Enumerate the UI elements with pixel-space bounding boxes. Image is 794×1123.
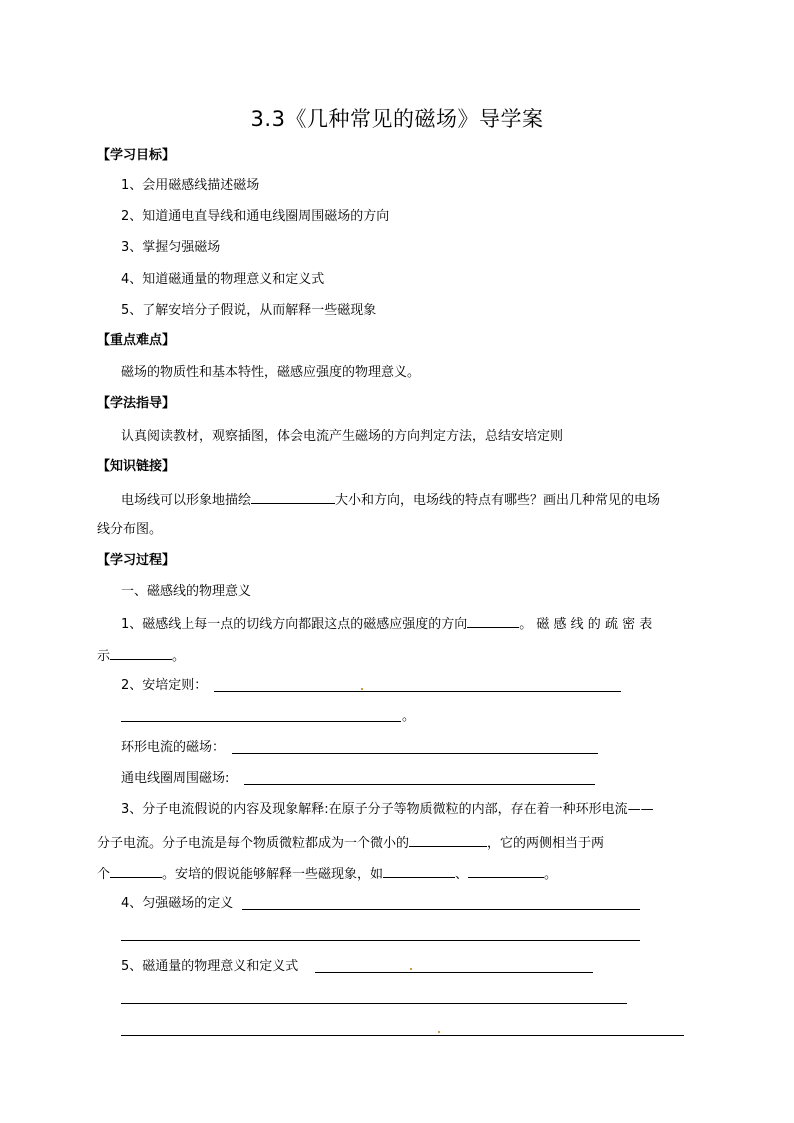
answer-line[interactable] [121, 1035, 684, 1036]
ring-label: 环形电流的磁场： [121, 740, 226, 755]
q3-text-c2: 。安培的假说能够解释一些磁现象，如 [162, 867, 384, 882]
link-line-2: 线分布图。 [97, 522, 163, 537]
q3-line-1: 3、分子电流假说的内容及现象解释:在原子分子等物质微粒的内部，存在着一种环形电流—— [121, 802, 654, 817]
q1-end: 。 [172, 649, 186, 664]
answer-line[interactable] [242, 909, 640, 910]
link-line-1 [121, 490, 660, 510]
speck [361, 688, 363, 690]
q5-label: 5、磁通量的物理意义和定义式 [121, 959, 299, 974]
q4-label: 4、匀强磁场的定义 [121, 896, 234, 911]
blank-field[interactable] [467, 614, 519, 628]
q2-end: 。 [402, 709, 416, 724]
q3-line-2 [97, 833, 604, 853]
answer-line[interactable] [121, 940, 640, 941]
q2-label: 2、安培定则： [121, 678, 208, 693]
process-heading: 【学习过程】 [97, 553, 176, 568]
q1-text-c: 示 [97, 649, 111, 664]
speck [410, 968, 412, 970]
q3-text-c3: 、 [455, 867, 469, 882]
q1-text-b: 。 磁 感 线 的 疏 密 表 [519, 617, 653, 632]
answer-line[interactable] [244, 784, 595, 785]
speck [438, 1031, 440, 1033]
blank-field[interactable] [468, 864, 544, 878]
answer-line[interactable] [214, 691, 621, 692]
part1-title: 一、磁感线的物理意义 [121, 584, 252, 599]
q1-line-2 [97, 646, 185, 666]
blank-field[interactable] [383, 864, 455, 878]
blank-field[interactable] [110, 864, 162, 878]
q3-text-c4: 。 [544, 867, 558, 882]
goal-item: 2、知道通电直导线和通电线圈周围磁场的方向 [121, 209, 390, 224]
coil-label: 通电线圈周围磁场: [121, 771, 230, 786]
link-heading: 【知识链接】 [97, 459, 176, 474]
key-points-text: 磁场的物质性和基本特性，磁感应强度的物理意义。 [121, 365, 421, 380]
q1-text-a: 1、磁感线上每一点的切线方向都跟这点的磁感应强度的方向 [121, 617, 468, 632]
method-heading: 【学法指导】 [97, 396, 176, 411]
q3-text-b1: 分子电流。分子电流是每个物质微粒都成为一个微小的 [97, 836, 410, 851]
q1-line-1 [121, 614, 652, 634]
answer-line[interactable] [315, 972, 593, 973]
answer-line[interactable] [121, 1003, 627, 1004]
goal-item: 5、了解安培分子假说，从而解释一些磁现象 [121, 303, 377, 318]
q3-text-b2: ，它的两侧相当于两 [487, 836, 605, 851]
blank-field[interactable] [251, 490, 335, 504]
q3-text-c1: 个 [97, 867, 111, 882]
blank-field[interactable] [110, 646, 172, 660]
goal-item: 4、知道磁通量的物理意义和定义式 [121, 272, 325, 287]
link-text-a: 电场线可以形象地描绘 [121, 493, 252, 508]
q3-line-3 [97, 864, 557, 884]
key-points-heading: 【重点难点】 [97, 333, 176, 348]
page-title: 3.3《几种常见的磁场》导学案 [250, 107, 544, 131]
goal-item: 1、会用磁感线描述磁场 [121, 178, 260, 193]
blank-field[interactable] [409, 833, 487, 847]
answer-line[interactable] [232, 753, 598, 754]
link-text-b: 大小和方向，电场线的特点有哪些？画出几种常见的电场 [335, 493, 661, 508]
goal-item: 3、掌握匀强磁场 [121, 240, 221, 255]
method-text: 认真阅读教材，观察插图，体会电流产生磁场的方向判定方法，总结安培定则 [121, 429, 564, 444]
answer-line[interactable] [121, 721, 401, 722]
goals-heading: 【学习目标】 [97, 148, 176, 163]
